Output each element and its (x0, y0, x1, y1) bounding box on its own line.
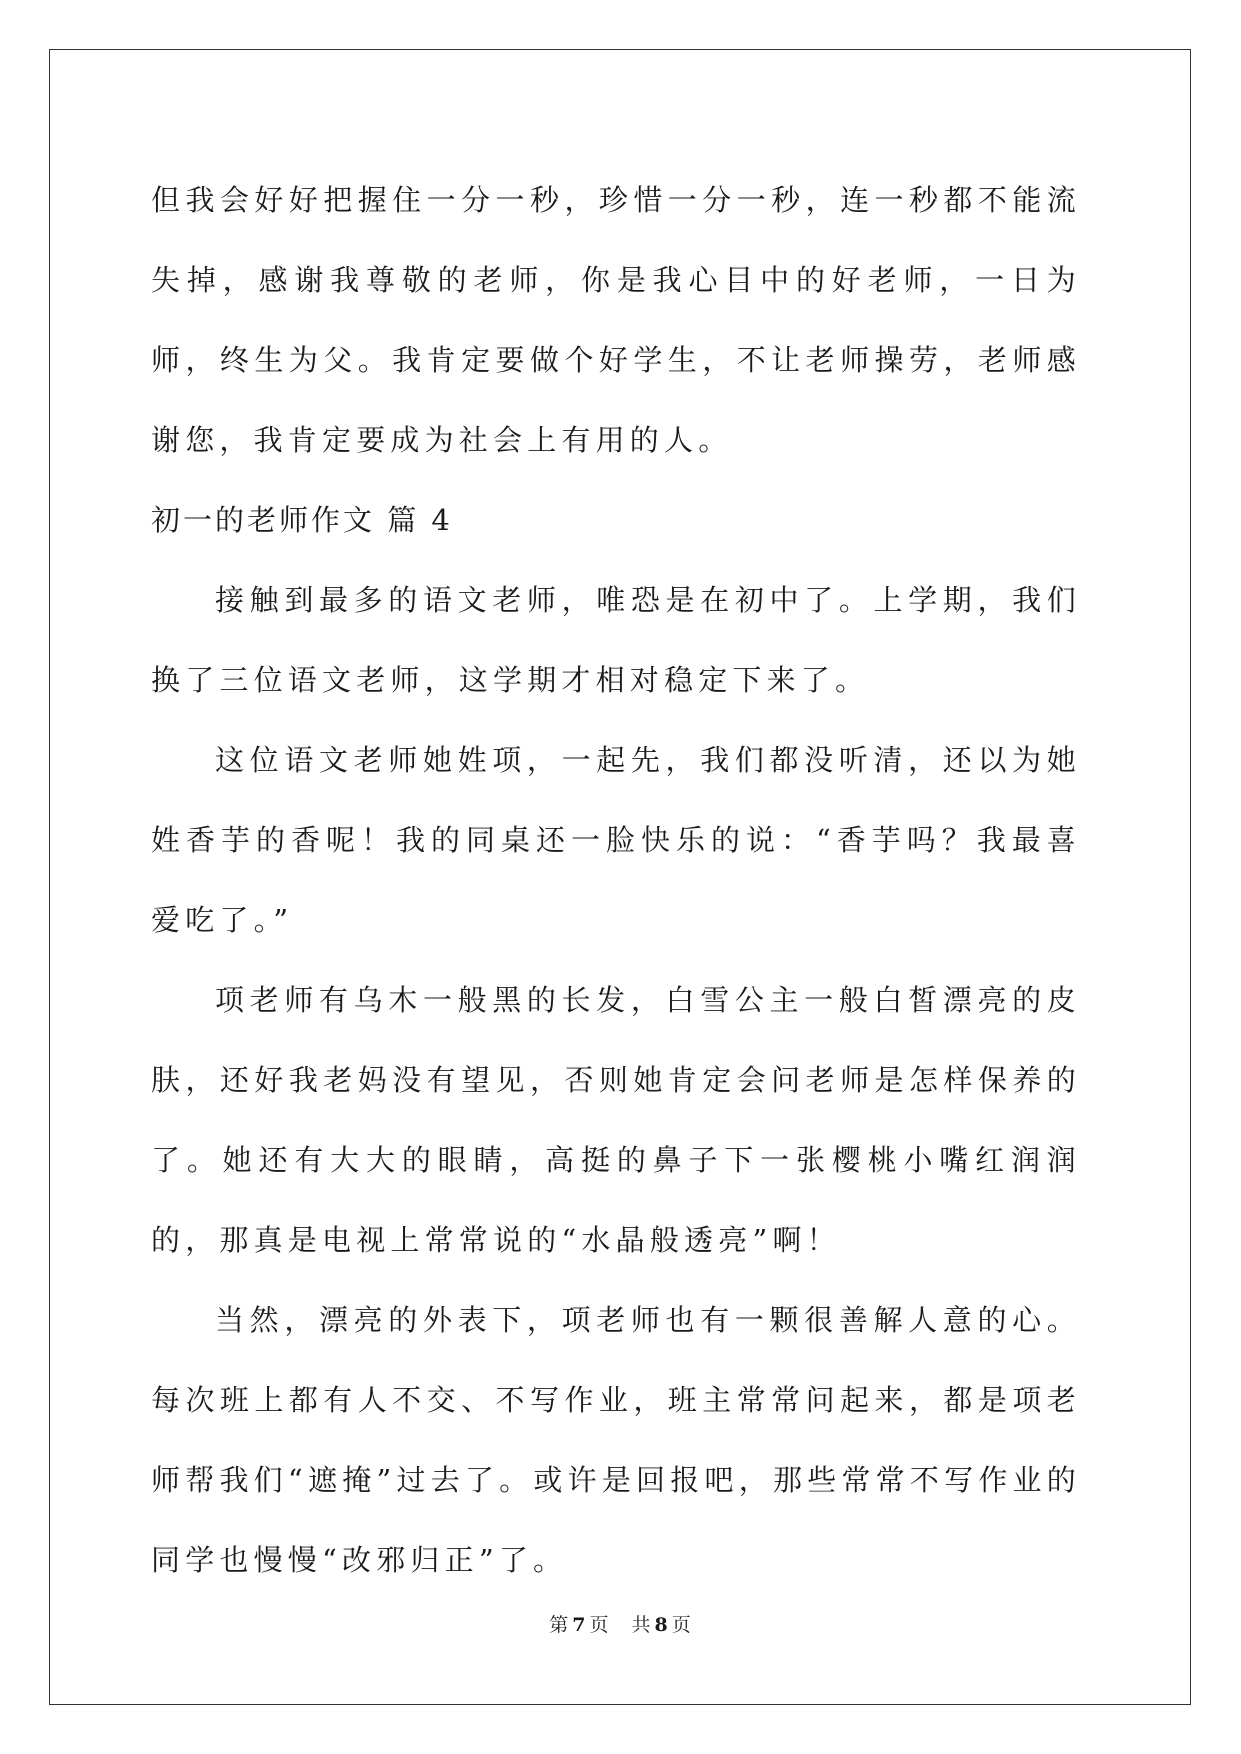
total-pages: 8 (654, 1614, 669, 1636)
total-prefix: 共 (631, 1614, 652, 1636)
paragraph: 当然，漂亮的外表下，项老师也有一颗很善解人意的心。每次班上都有人不交、不写作业，班主常常问起来，都是项老师帮我们“遮掩”过去了。或许是回报吧，那些常常不写作业的同学也慢慢“改邪归正”了。 (151, 1303, 1081, 1577)
total-suffix: 页 (671, 1614, 692, 1636)
page-suffix: 页 (589, 1614, 610, 1636)
section-heading: 初一的老师作文 篇 4 (151, 503, 453, 537)
paragraph: 这位语文老师她姓项，一起先，我们都没听清，还以为她姓香芋的香呢！我的同桌还一脸快乐的说：“香芋吗？我最喜爱吃了。” (151, 743, 1081, 937)
paragraph: 接触到最多的语文老师，唯恐是在初中了。上学期，我们换了三位语文老师，这学期才相对稳定下来了。 (151, 583, 1081, 697)
paragraph-continuation: 但我会好好把握住一分一秒，珍惜一分一秒，连一秒都不能流失掉，感谢我尊敬的老师，你是我心目中的好老师，一日为师，终生为父。我肯定要做个好学生，不让老师操劳，老师感谢您，我肯定要成为社会上有用的人。 (151, 183, 1081, 457)
paragraph: 项老师有乌木一般黑的长发，白雪公主一般白皙漂亮的皮肤，还好我老妈没有望见，否则她肯定会问老师是怎样保养的了。她还有大大的眼睛，高挺的鼻子下一张樱桃小嘴红润润的，那真是电视上常常说的“水晶般透亮”啊！ (151, 983, 1081, 1257)
page-prefix: 第 (549, 1614, 570, 1636)
page-number: 7 (572, 1614, 587, 1636)
document-body (151, 160, 1081, 1600)
page-footer (0, 1610, 1241, 1637)
